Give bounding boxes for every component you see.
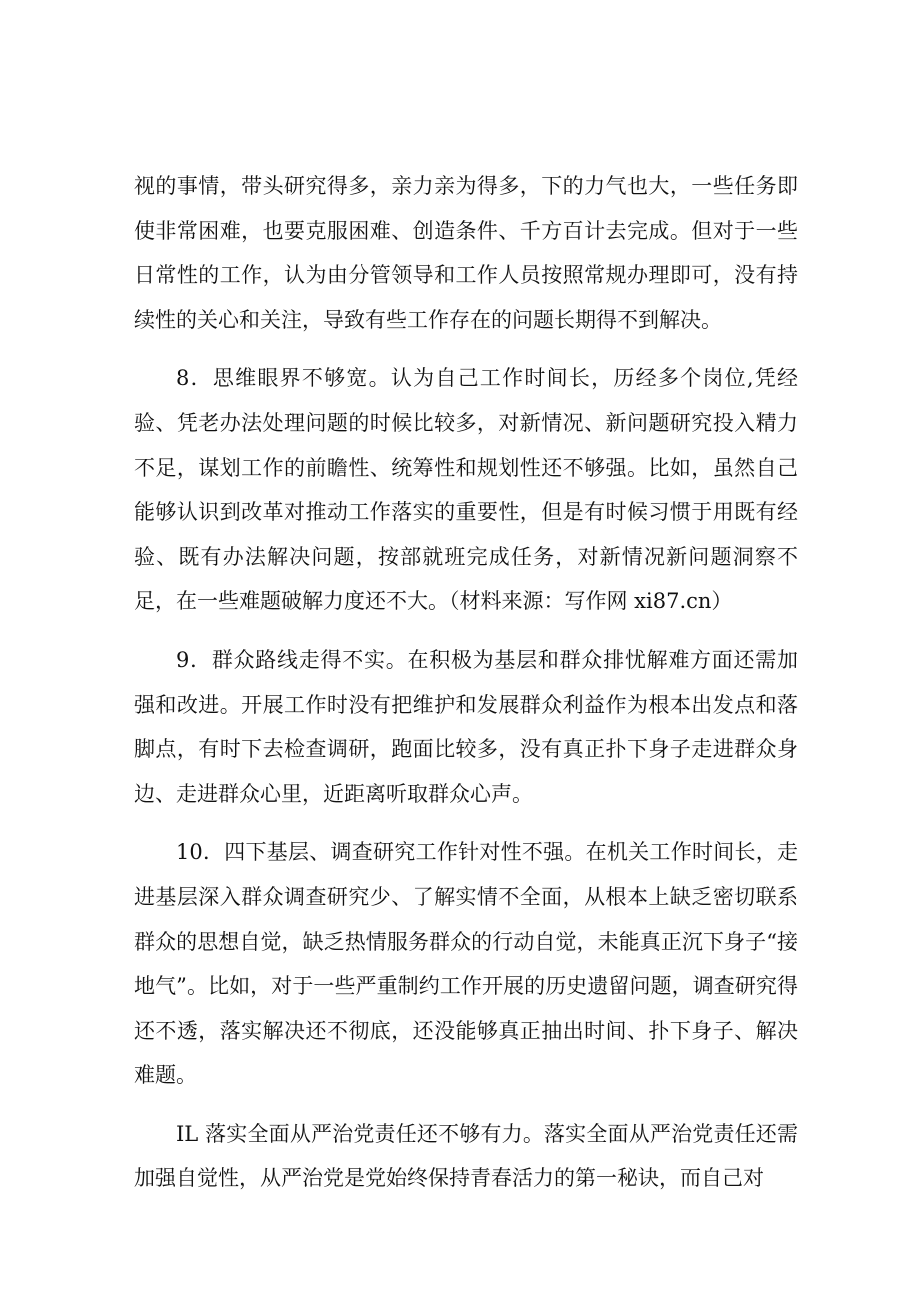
paragraph-item-10: 10．四下基层、调查研究工作针对性不强。在机关工作时间长，走进基层深入群众调查研究少、了解实情不全面，从根本上缺乏密切联系群众的思想自觉，缺乏热情服务群众的行动自觉，未能真正沉下身子“接地气”。比如，对于一些严重制约工作开展的历史遗留问题，调查研究得还不透，落实解决还不彻底，还没能够真正抽出时间、扑下身子、解决难题。 — [134, 840, 798, 1088]
paragraph-item-9: 9．群众路线走得不实。在积极为基层和群众排忧解难方面还需加强和改进。开展工作时没有把维护和发展群众利益作为根本出发点和落脚点，有时下去检查调研，跑面比较多，没有真正扑下身子走进群众身边、走进群众心里，近距离听取群众心声。 — [134, 647, 798, 806]
document-body — [134, 164, 798, 1201]
paragraph-item-11: IL 落实全面从严治党责任还不够有力。落实全面从严治党责任还需加强自觉性，从严治党是党始终保持青春活力的第一秘诀，而自己对 — [134, 1121, 798, 1191]
paragraph-continuation: 视的事情，带头研究得多，亲力亲为得多，下的力气也大，一些任务即使非常困难，也要克服困难、创造条件、千方百计去完成。但对于一些日常性的工作，认为由分管领导和工作人员按照常规办理即可，没有持续性的关心和关注，导致有些工作存在的问题长期得不到解决。 — [134, 174, 798, 332]
paragraph-item-8: 8．思维眼界不够宽。认为自己工作时间长，历经多个岗位,凭经验、凭老办法处理问题的时候比较多，对新情况、新问题研究投入精力不足，谋划工作的前瞻性、统筹性和规划性还不够强。比如，虽然自己能够认识到改革对推动工作落实的重要性，但是有时候习惯于用既有经验、既有办法解决问题，按部就班完成任务，对新情况新问题洞察不足，在一些难题破解力度还不大。（材料来源：写作网 xi87.cn） — [134, 366, 798, 614]
